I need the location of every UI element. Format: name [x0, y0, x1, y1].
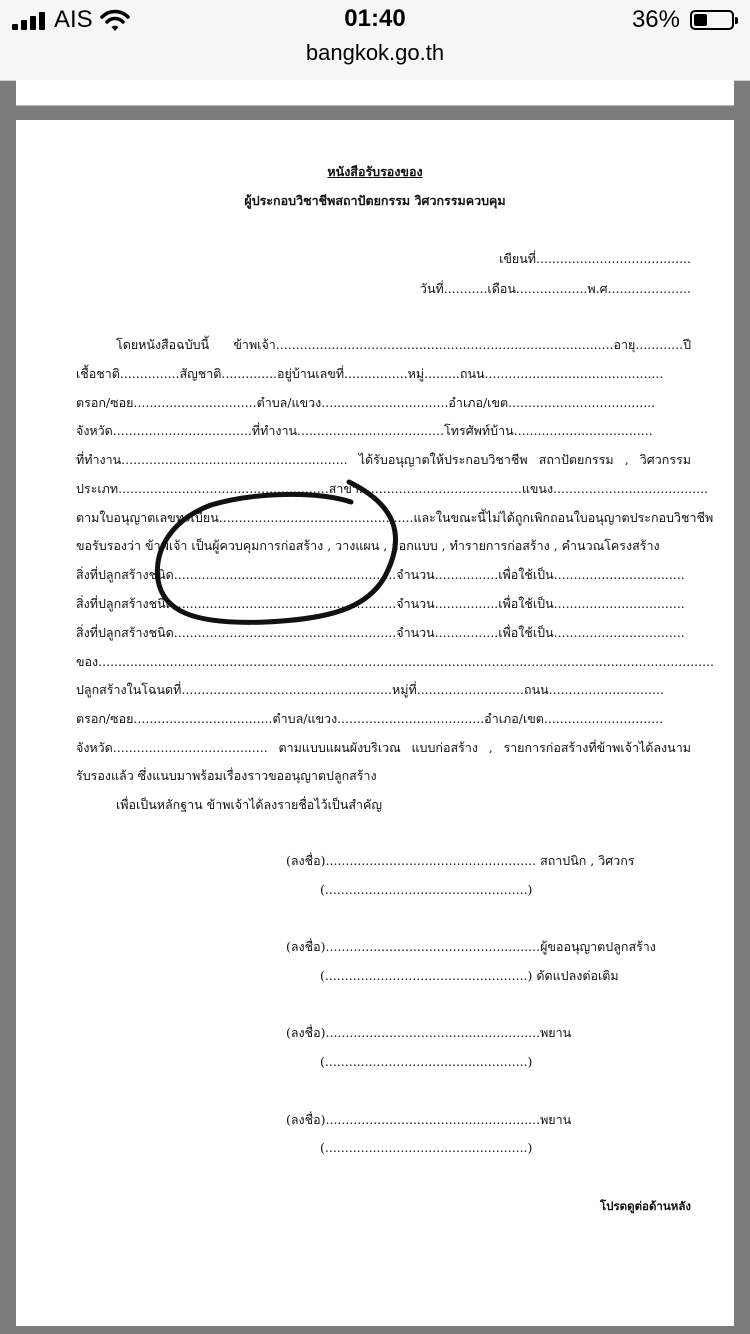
body-line-16: รับรองแล้ว ซึ่งแนบมาพร้อมเรื่องราวขออนุญาตปลูกสร้าง — [76, 768, 377, 783]
signature-name-1: (...................................................) — [320, 882, 533, 897]
footer-note: โปรดดูต่อด้านหลัง — [600, 1199, 691, 1213]
document-page — [16, 120, 734, 1326]
status-bar — [0, 0, 750, 81]
date-line: วันที่...........เดือน..................พ.ศ..................... — [419, 281, 691, 296]
body-line-7: ตามใบอนุญาตเลขทะเบียน.................................................และในขณะนี้ไม่ได้ถูกเพิกถอนใบอนุญาตประกอบวิชาชีพ — [76, 510, 714, 525]
body-line-14: ตรอก/ซอย...................................ตำบล/แขวง.....................................อำเภอ/เขต.............................. — [76, 711, 664, 726]
signature-line-2: (ลงชื่อ)......................................................ผู้ขออนุญาตปลูกสร้าง — [286, 939, 656, 954]
body-line-2: เชื้อชาติ...............สัญชาติ..............อยู่บ้านเลขที่................หมู่.........ถนน............................................. — [76, 366, 664, 381]
previous-page-fragment — [16, 80, 734, 106]
body-line-9: สิ่งที่ปลูกสร้างชนิด........................................................จำนวน................เพื่อใช้เป็น................................. — [76, 567, 685, 582]
body-line-8: ขอรับรองว่า ข้าพเจ้า เป็นผู้ควบคุมการก่อสร้าง , วางแผน , ออกแบบ , ทำรายการก่อสร้าง , คำนวณโครงสร้าง — [76, 538, 660, 553]
body-line-1: โดยหนังสือฉบับนี้ ข้าพเจ้า.....................................................................................อายุ............ปี — [116, 337, 691, 352]
doc-title: หนังสือรับรองของ — [327, 164, 423, 179]
address-bar[interactable]: bangkok.go.th — [305, 40, 445, 65]
battery-percent: 36% — [631, 6, 680, 33]
signature-line-1: (ลงชื่อ)..................................................... สถาปนิก , วิศวกร — [286, 853, 635, 868]
signature-line-4: (ลงชื่อ)......................................................พยาน — [286, 1112, 572, 1127]
body-line-12: ของ........................................................................................................................................................... — [76, 654, 715, 669]
body-line-11: สิ่งที่ปลูกสร้างชนิด........................................................จำนวน................เพื่อใช้เป็น................................. — [76, 625, 685, 640]
signature-name-2: (...................................................) ดัดแปลงต่อเติม — [320, 968, 619, 983]
body-line-15: จังหวัด....................................... ตามแบบแผนผังบริเวณ แบบก่อสร้าง , รายการก่อสร้างที่ข้าพเจ้าได้ลงนาม — [76, 740, 691, 755]
body-line-4: จังหวัด...................................ที่ทำงาน.....................................โทรศัพท์บ้าน................................... — [76, 423, 653, 438]
written-at-line: เขียนที่....................................... — [499, 251, 691, 266]
body-line-13: ปลูกสร้างในโฉนดที่.....................................................หมู่ที่...........................ถนน............................. — [76, 682, 664, 697]
body-line-10: สิ่งที่ปลูกสร้างชนิด........................................................จำนวน................เพื่อใช้เป็น................................. — [76, 596, 685, 611]
doc-subtitle: ผู้ประกอบวิชาชีพสถาปัตยกรรม วิศวกรรมควบคุม — [244, 193, 506, 208]
body-line-5: ที่ทำงาน......................................................... ได้รับอนุญาตให้ประกอบวิชาชีพ สถาปัตยกรรม , วิศวกรรม — [76, 452, 691, 467]
clock: 01:40 — [344, 5, 406, 32]
signature-name-4: (...................................................) — [320, 1140, 533, 1155]
signature-line-3: (ลงชื่อ)......................................................พยาน — [286, 1025, 572, 1040]
body-line-3: ตรอก/ซอย...............................ตำบล/แขวง................................อำเภอ/เขต..................................... — [76, 395, 656, 410]
carrier-label: AIS — [54, 6, 93, 33]
battery-icon — [690, 10, 734, 30]
body-line-6: ประเภท.....................................................สาขา.........................................แขนง....................................... — [76, 481, 709, 496]
signature-name-3: (...................................................) — [320, 1054, 533, 1069]
closing-line: เพื่อเป็นหลักฐาน ข้าพเจ้าได้ลงรายชื่อไว้เป็นสำคัญ — [116, 797, 383, 812]
